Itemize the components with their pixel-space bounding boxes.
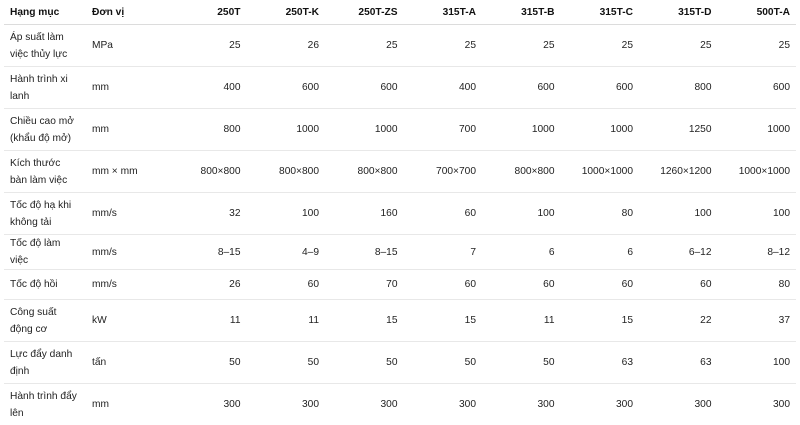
value-cell: 63 [561,342,640,384]
value-cell: 400 [168,67,247,109]
value-cell: 6–12 [639,235,718,270]
row-label-cell: Hành trình xi lanh [4,67,86,109]
value-cell: 50 [247,342,326,384]
unit-cell: MPa [86,25,168,67]
value-cell: 1000×1000 [561,151,640,193]
value-cell: 22 [639,300,718,342]
unit-cell: tấn [86,342,168,384]
value-cell: 700 [404,109,483,151]
value-cell: 800 [168,109,247,151]
value-cell: 100 [247,193,326,235]
unit-cell: mm × mm [86,151,168,193]
spec-table [4,0,796,425]
value-cell: 32 [168,193,247,235]
value-cell: 50 [168,342,247,384]
table-row [4,300,796,342]
value-cell: 600 [325,67,404,109]
value-cell: 25 [168,25,247,67]
value-cell: 1250 [639,109,718,151]
row-label-cell: Công suất động cơ [4,300,86,342]
value-cell: 60 [404,270,483,300]
value-cell: 8–12 [718,235,797,270]
value-cell: 300 [168,384,247,425]
header-cell-unit: Đơn vị [86,0,168,25]
value-cell: 6 [561,235,640,270]
value-cell: 160 [325,193,404,235]
value-cell: 800×800 [247,151,326,193]
table-body [4,25,796,425]
value-cell: 400 [404,67,483,109]
value-cell: 70 [325,270,404,300]
value-cell: 800 [639,67,718,109]
header-cell-model: 315T-A [404,0,483,25]
value-cell: 300 [325,384,404,425]
value-cell: 25 [561,25,640,67]
value-cell: 60 [561,270,640,300]
value-cell: 600 [718,67,797,109]
table-header [4,0,796,25]
value-cell: 25 [404,25,483,67]
value-cell: 600 [561,67,640,109]
value-cell: 50 [404,342,483,384]
value-cell: 25 [718,25,797,67]
value-cell: 1000 [482,109,561,151]
header-cell-model: 500T-A [718,0,797,25]
value-cell: 11 [482,300,561,342]
value-cell: 60 [404,193,483,235]
unit-cell: mm [86,109,168,151]
row-label-cell: Hành trình đẩy lên [4,384,86,425]
row-label-cell: Kích thước bàn làm việc [4,151,86,193]
header-cell-model: 315T-D [639,0,718,25]
value-cell: 100 [718,193,797,235]
unit-cell: mm/s [86,270,168,300]
value-cell: 6 [482,235,561,270]
value-cell: 80 [718,270,797,300]
value-cell: 80 [561,193,640,235]
header-cell-item: Hạng mục [4,0,86,25]
value-cell: 50 [482,342,561,384]
value-cell: 11 [247,300,326,342]
value-cell: 50 [325,342,404,384]
value-cell: 1000 [325,109,404,151]
value-cell: 1000 [247,109,326,151]
row-label-cell: Chiều cao mở (khẩu độ mở) [4,109,86,151]
value-cell: 1000 [561,109,640,151]
value-cell: 600 [482,67,561,109]
value-cell: 300 [247,384,326,425]
value-cell: 60 [247,270,326,300]
value-cell: 100 [482,193,561,235]
value-cell: 15 [325,300,404,342]
value-cell: 800×800 [482,151,561,193]
value-cell: 15 [404,300,483,342]
row-label-cell: Tốc độ làm việc [4,235,86,270]
value-cell: 60 [482,270,561,300]
value-cell: 63 [639,342,718,384]
unit-cell: kW [86,300,168,342]
unit-cell: mm [86,67,168,109]
table-row [4,67,796,109]
row-label-cell: Lực đẩy danh định [4,342,86,384]
unit-cell: mm/s [86,193,168,235]
value-cell: 26 [247,25,326,67]
value-cell: 25 [639,25,718,67]
value-cell: 300 [718,384,797,425]
value-cell: 700×700 [404,151,483,193]
table-row [4,270,796,300]
header-cell-model: 250T [168,0,247,25]
table-row [4,235,796,270]
header-cell-model: 315T-B [482,0,561,25]
value-cell: 37 [718,300,797,342]
value-cell: 300 [482,384,561,425]
value-cell: 26 [168,270,247,300]
header-cell-model: 250T-ZS [325,0,404,25]
table-row [4,151,796,193]
unit-cell: mm/s [86,235,168,270]
value-cell: 15 [561,300,640,342]
value-cell: 300 [404,384,483,425]
table-row [4,109,796,151]
value-cell: 25 [325,25,404,67]
table-row [4,193,796,235]
value-cell: 1000 [718,109,797,151]
value-cell: 1000×1000 [718,151,797,193]
row-label-cell: Tốc độ hạ khi không tải [4,193,86,235]
row-label-cell: Áp suất làm việc thủy lực [4,25,86,67]
row-label-cell: Tốc độ hồi [4,270,86,300]
table-row [4,384,796,425]
value-cell: 25 [482,25,561,67]
value-cell: 300 [639,384,718,425]
table-row [4,342,796,384]
header-cell-model: 250T-K [247,0,326,25]
value-cell: 60 [639,270,718,300]
value-cell: 11 [168,300,247,342]
table-row [4,25,796,67]
value-cell: 8–15 [325,235,404,270]
value-cell: 8–15 [168,235,247,270]
value-cell: 300 [561,384,640,425]
value-cell: 4–9 [247,235,326,270]
unit-cell: mm [86,384,168,425]
value-cell: 800×800 [168,151,247,193]
value-cell: 100 [718,342,797,384]
value-cell: 600 [247,67,326,109]
value-cell: 100 [639,193,718,235]
value-cell: 800×800 [325,151,404,193]
value-cell: 1260×1200 [639,151,718,193]
header-cell-model: 315T-C [561,0,640,25]
value-cell: 7 [404,235,483,270]
header-row [4,0,796,25]
